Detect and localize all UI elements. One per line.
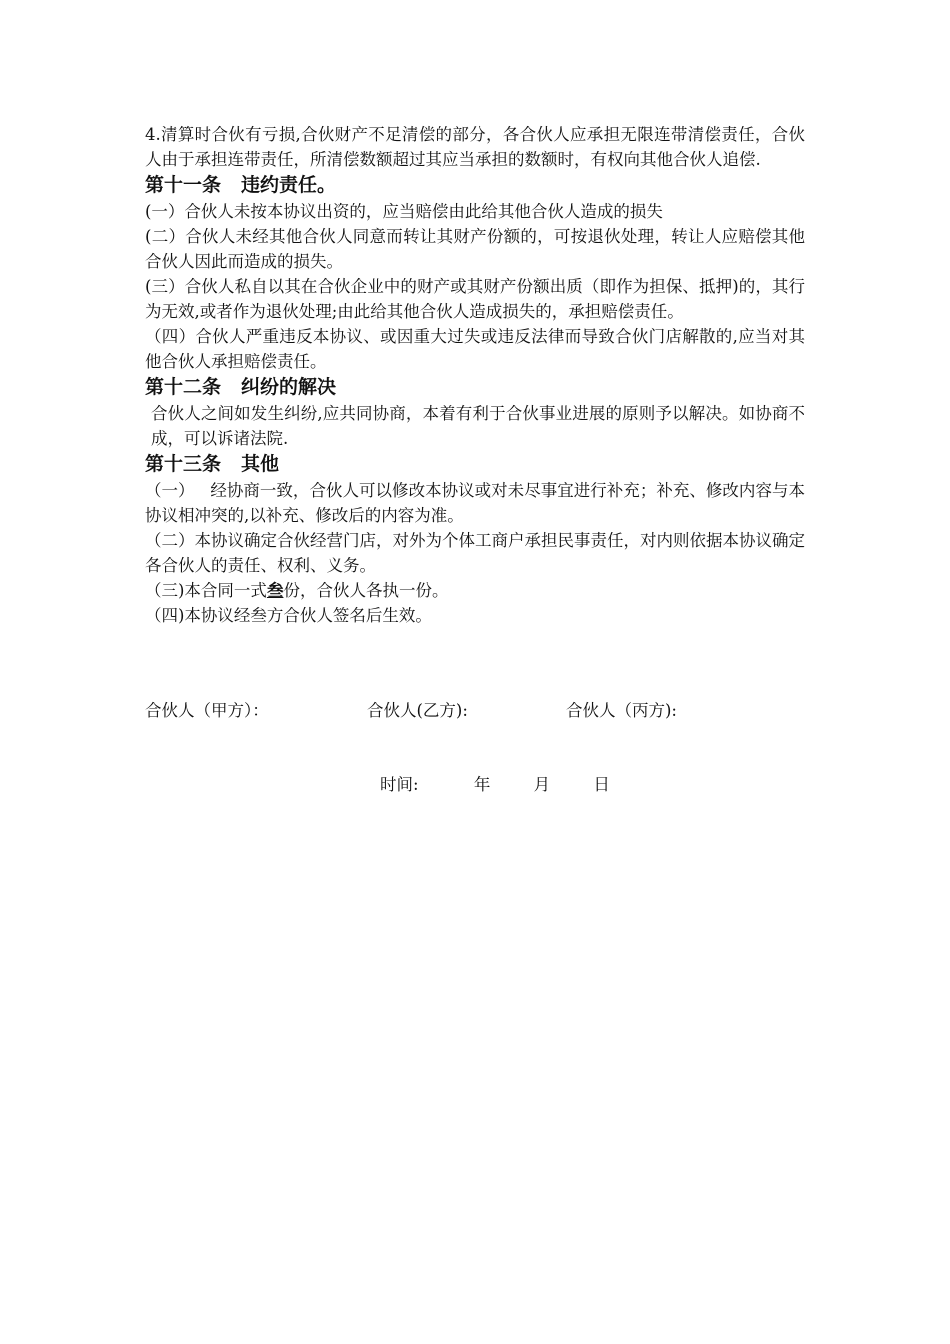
copies-count: 叁 <box>266 581 284 600</box>
signature-party-b: 合伙人(乙方): <box>367 701 468 720</box>
date-day: 日 <box>593 775 610 794</box>
date-line <box>380 772 610 797</box>
signature-row <box>145 698 805 723</box>
article-12-number: 第十二条 <box>145 376 222 398</box>
article-12-title: 纠纷的解决 <box>241 376 337 398</box>
liquidation-paragraph: 4.清算时合伙有亏损,合伙财产不足清偿的部分，各合伙人应承担无限连带清偿责任，合伙人由于承担连带责任，所清偿数额超过其应当承担的数额时，有权向其他合伙人追偿. <box>145 125 805 169</box>
date-month: 月 <box>533 775 551 794</box>
article-12-body: 合伙人之间如发生纠纷,应共同协商，本着有利于合伙事业进展的原则予以解决。如协商不成，可以诉诸法院. <box>151 404 805 448</box>
article-13-item-2: （二）本协议确定合伙经营门店，对外为个体工商户承担民事责任，对内则依据本协议确定各合伙人的责任、权利、义务。 <box>145 531 805 575</box>
article-11-item-4: （四）合伙人严重违反本协议、或因重大过失或违反法律而导致合伙门店解散的,应当对其他合伙人承担赔偿责任。 <box>145 327 805 371</box>
article-13-heading <box>145 451 805 478</box>
article-11-heading <box>145 172 805 199</box>
article-13-item-1: （一） 经协商一致，合伙人可以修改本协议或对未尽事宜进行补充；补充、修改内容与本协议相冲突的,以补充、修改后的内容为准。 <box>145 481 805 525</box>
article-13-item-3 <box>145 578 805 603</box>
date-year: 年 <box>473 775 491 794</box>
article-11-item-3: (三）合伙人私自以其在合伙企业中的财产或其财产份额出质（即作为担保、抵押)的，其行为无效,或者作为退伙处理;由此给其他合伙人造成损失的，承担赔偿责任。 <box>145 277 805 321</box>
article-13-title: 其他 <box>241 453 280 475</box>
document-body <box>145 122 805 628</box>
article-13-number: 第十三条 <box>145 453 222 475</box>
article-11-title: 违约责任。 <box>241 174 337 196</box>
signature-party-c: 合伙人（丙方): <box>566 701 677 720</box>
signature-party-a: 合伙人（甲方）： <box>145 701 269 720</box>
article-11-item-1: (一）合伙人未按本协议出资的，应当赔偿由此给其他合伙人造成的损失 <box>145 202 663 221</box>
article-13-item-3-prefix: （三)本合同一式 <box>145 581 267 600</box>
date-label: 时间: <box>380 775 419 794</box>
article-13-item-3-suffix: 份，合伙人各执一份。 <box>283 581 449 600</box>
article-13-item-4: （四)本协议经叁方合伙人签名后生效。 <box>145 606 432 625</box>
article-11-number: 第十一条 <box>145 174 222 196</box>
article-11-item-2: (二）合伙人未经其他合伙人同意而转让其财产份额的，可按退伙处理，转让人应赔偿其他合伙人因此而造成的损失。 <box>145 227 805 271</box>
article-12-heading <box>145 374 805 401</box>
